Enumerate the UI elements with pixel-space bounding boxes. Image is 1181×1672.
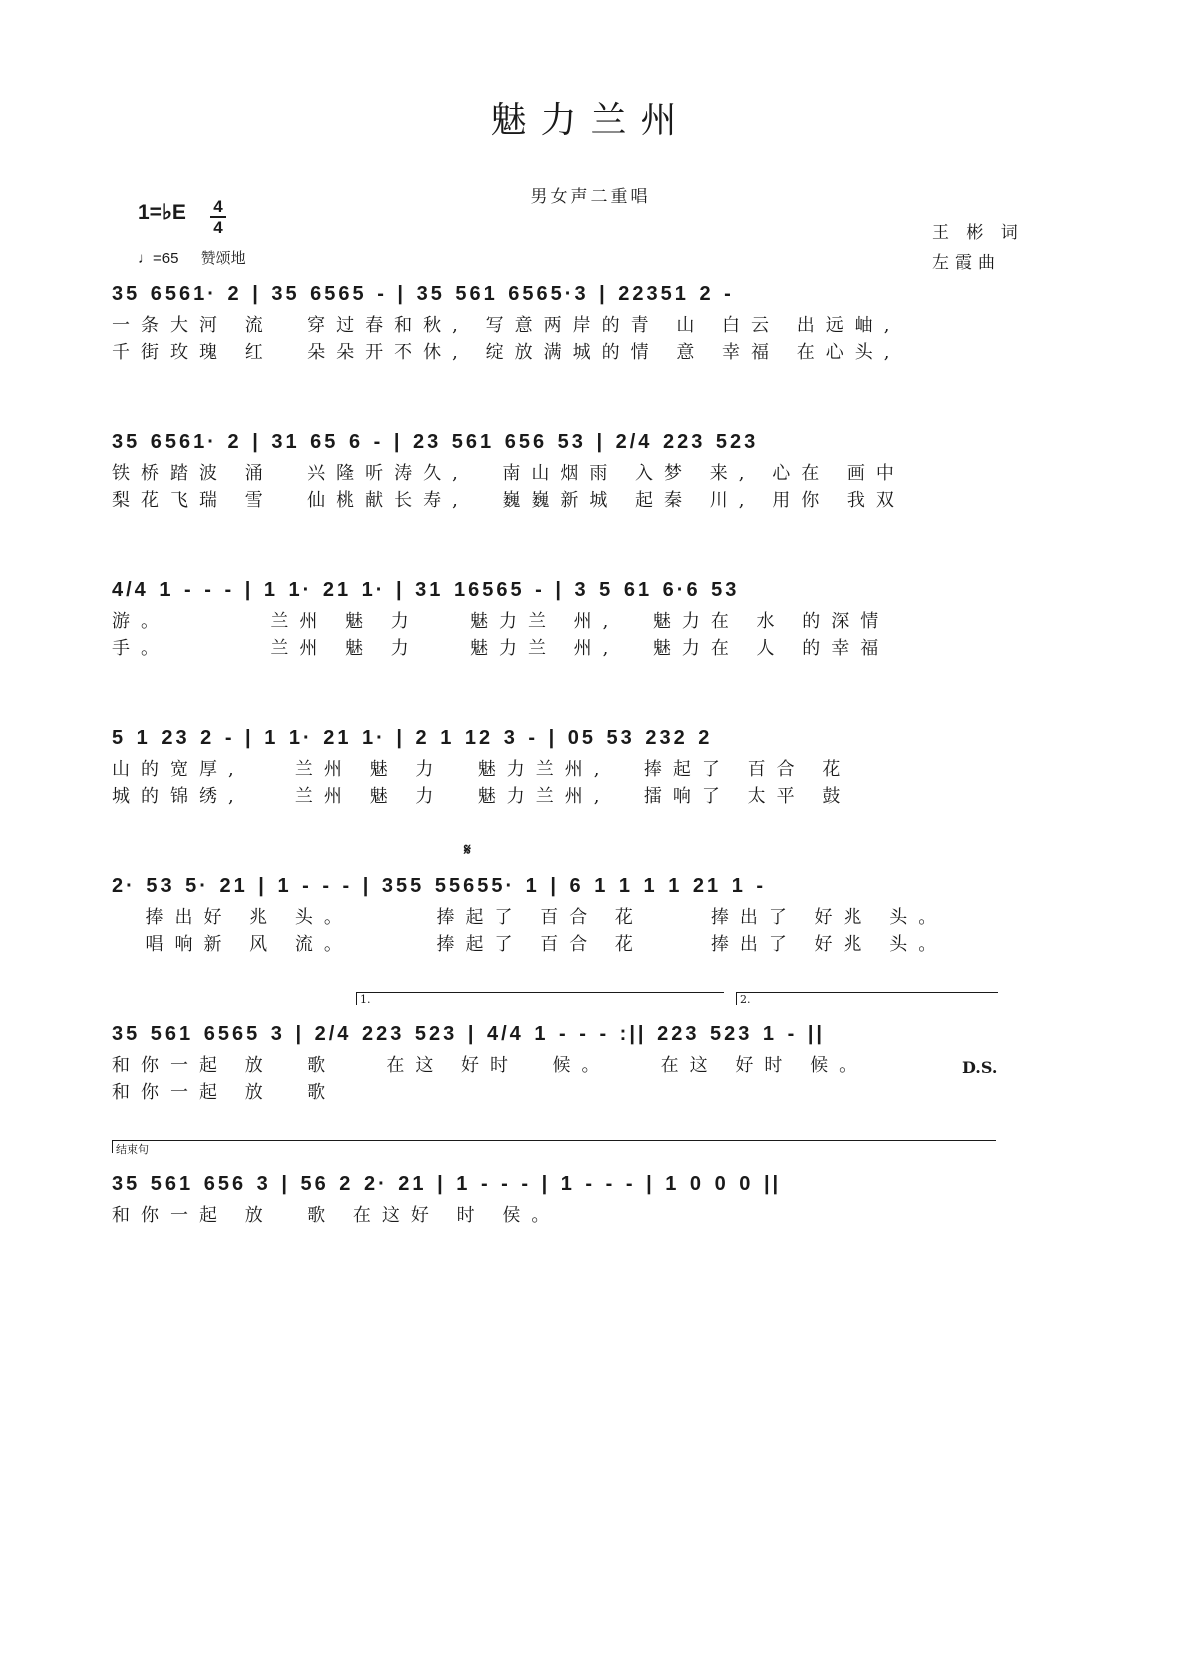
notes-text: 2· 53 5· 21 | 1 - - - | 355 55655· 1 | 6 1 1 1 1 21 1 - bbox=[112, 875, 767, 897]
score-system-7 bbox=[112, 1162, 1070, 1229]
notes-text: 5 1 23 2 - | 1 1· 21 1· | 2 1 12 3 - | 05 53 232 2 bbox=[112, 727, 713, 749]
lyricist: 王 彬 词 bbox=[932, 223, 1024, 243]
notes-text: 35 561 656 3 | 56 2 2· 21 | 1 - - - | 1 - - - | 1 0 0 0 || bbox=[112, 1173, 782, 1195]
volta-bracket-2: 2. bbox=[736, 992, 998, 1005]
notation-line bbox=[112, 716, 1070, 756]
lyric-verse-1: 捧出好 兆 头。 捧起了 百合 花 捧出了 好兆 头。 bbox=[112, 907, 948, 928]
lyric-verse-1: 山的宽厚, 兰州 魅 力 魅力兰州, 捧起了 百合 花 bbox=[112, 759, 852, 780]
key-signature: 1=♭E bbox=[138, 201, 186, 224]
notation-line bbox=[112, 1162, 1070, 1202]
lyric-verse-2: 手。 兰州 魅 力 魅力兰 州, 魅力在 人 的幸福 bbox=[112, 638, 890, 659]
song-title: 魅力兰州 bbox=[490, 100, 691, 141]
score-system-1 bbox=[112, 272, 1070, 366]
score-system-5 bbox=[112, 864, 1070, 958]
notes-text: 4/4 1 - - - | 1 1· 21 1· | 31 16565 - | 3 5 61 6·6 53 bbox=[112, 579, 740, 601]
notes-text: 35 6561· 2 | 31 65 6 - | 23 561 656 53 | 2/4 223 523 bbox=[112, 431, 759, 453]
coda-bracket: 结束句 bbox=[112, 1140, 996, 1153]
tempo-value: ♩=65 bbox=[138, 250, 179, 267]
lyric-verse-1: 游。 兰州 魅 力 魅力兰 州, 魅力在 水 的深情 bbox=[112, 611, 890, 632]
tempo-marking bbox=[138, 247, 264, 268]
lyric-verse-2: 千街玫瑰 红 朵朵开不休, 绽放满城的情 意 幸福 在心头, bbox=[112, 342, 901, 363]
song-subtitle: 男女声二重唱 bbox=[530, 187, 651, 207]
notation-line bbox=[112, 272, 1070, 312]
score-system-3 bbox=[112, 568, 1070, 662]
composer: 左霞曲 bbox=[932, 253, 1001, 273]
notation-line bbox=[112, 864, 1070, 904]
expression-text: 赞颂地 bbox=[200, 250, 246, 267]
notation-line bbox=[112, 568, 1070, 608]
lyric-verse-1: 和你一起 放 歌 在这 好时 候。 在这 好时 候。 bbox=[112, 1055, 869, 1076]
credits bbox=[932, 218, 1024, 278]
time-signature-bottom: 4 bbox=[213, 218, 223, 237]
notation-line bbox=[112, 420, 1070, 460]
segno-sign: 𝄋 bbox=[464, 840, 471, 859]
notes-text: 35 561 6565 3 | 2/4 223 523 | 4/4 1 - - - :|| 223 523 1 - || bbox=[112, 1023, 826, 1045]
ds-mark: D.S. bbox=[962, 1058, 998, 1077]
lyric-verse-2: 城的锦绣, 兰州 魅 力 魅力兰州, 擂响了 太平 鼓 bbox=[112, 786, 852, 807]
lyric-verse-1: 铁桥踏波 涌 兴隆听涛久, 南山烟雨 入梦 来, 心在 画中 bbox=[112, 463, 905, 484]
score-system-2 bbox=[112, 420, 1070, 514]
lyric-verse-2: 和你一起 放 歌 bbox=[112, 1082, 337, 1103]
lyric-verse-2: 梨花飞瑞 雪 仙桃献长寿, 巍巍新城 起秦 川, 用你 我双 bbox=[112, 490, 905, 511]
lyric-verse-2: 唱响新 风 流。 捧起了 百合 花 捧出了 好兆 头。 bbox=[112, 934, 948, 955]
time-signature-top: 4 bbox=[213, 197, 223, 216]
score-system-4 bbox=[112, 716, 1070, 810]
time-signature bbox=[210, 198, 226, 236]
notes-text: 35 6561· 2 | 35 6565 - | 35 561 6565·3 | 22351 2 - bbox=[112, 283, 734, 305]
notation-line bbox=[112, 1012, 1070, 1052]
lyric-verse-1: 一条大河 流 穿过春和秋, 写意两岸的青 山 白云 出远岫, bbox=[112, 315, 901, 336]
volta-bracket-1: 1. bbox=[356, 992, 724, 1005]
lyric-verse-1: 和你一起 放 歌 在这好 时 侯。 bbox=[112, 1205, 561, 1226]
score-system-6 bbox=[112, 1012, 1070, 1106]
